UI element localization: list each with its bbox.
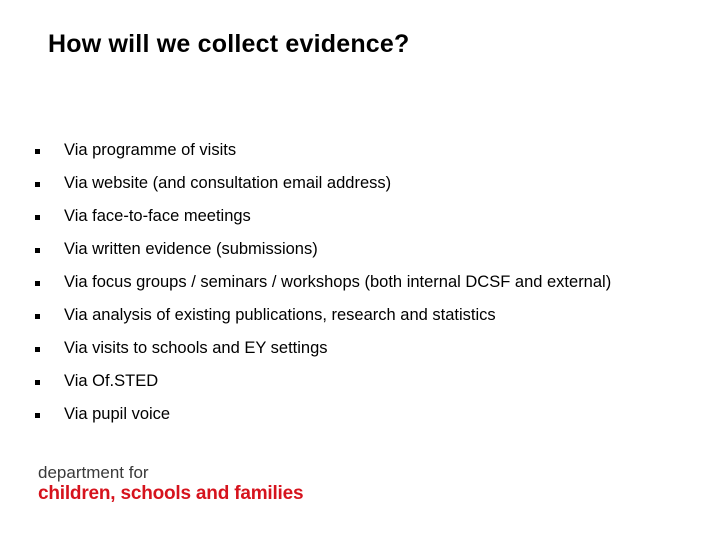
bullet-item: [34, 266, 611, 299]
logo-line-department: department for: [38, 463, 149, 482]
square-bullet-icon: [34, 244, 64, 256]
bullet-item: [34, 332, 611, 365]
bullet-item: [34, 167, 611, 200]
square-bullet-icon: [34, 277, 64, 289]
square-bullet-icon: [34, 178, 64, 190]
dcsf-logo: [38, 463, 303, 505]
bullet-list: [34, 134, 611, 431]
bullet-text: Via analysis of existing publications, research and statistics: [64, 306, 496, 324]
square-bullet-icon: [34, 145, 64, 157]
bullet-text: Via pupil voice: [64, 405, 171, 423]
square-bullet-icon: [34, 376, 64, 388]
bullet-text: Via website (and consultation email address): [64, 174, 392, 192]
bullet-item: [34, 134, 611, 167]
bullet-text: Via Of.STED: [64, 372, 159, 390]
square-bullet-icon: [34, 310, 64, 322]
bullet-text: Via written evidence (submissions): [64, 240, 318, 258]
bullet-text: Via programme of visits: [64, 141, 237, 159]
square-bullet-icon: [34, 211, 64, 223]
bullet-item: [34, 299, 611, 332]
slide-title: How will we collect evidence?: [48, 30, 410, 58]
bullet-item: [34, 233, 611, 266]
square-bullet-icon: [34, 343, 64, 355]
bullet-item: [34, 365, 611, 398]
bullet-item: [34, 200, 611, 233]
logo-line-children-schools-families: children, schools and families: [38, 483, 304, 504]
bullet-text: Via visits to schools and EY settings: [64, 339, 328, 357]
square-bullet-icon: [34, 409, 64, 421]
bullet-item: [34, 398, 611, 431]
bullet-text: Via focus groups / seminars / workshops (both internal DCSF and external): [64, 273, 612, 291]
bullet-text: Via face-to-face meetings: [64, 207, 251, 225]
